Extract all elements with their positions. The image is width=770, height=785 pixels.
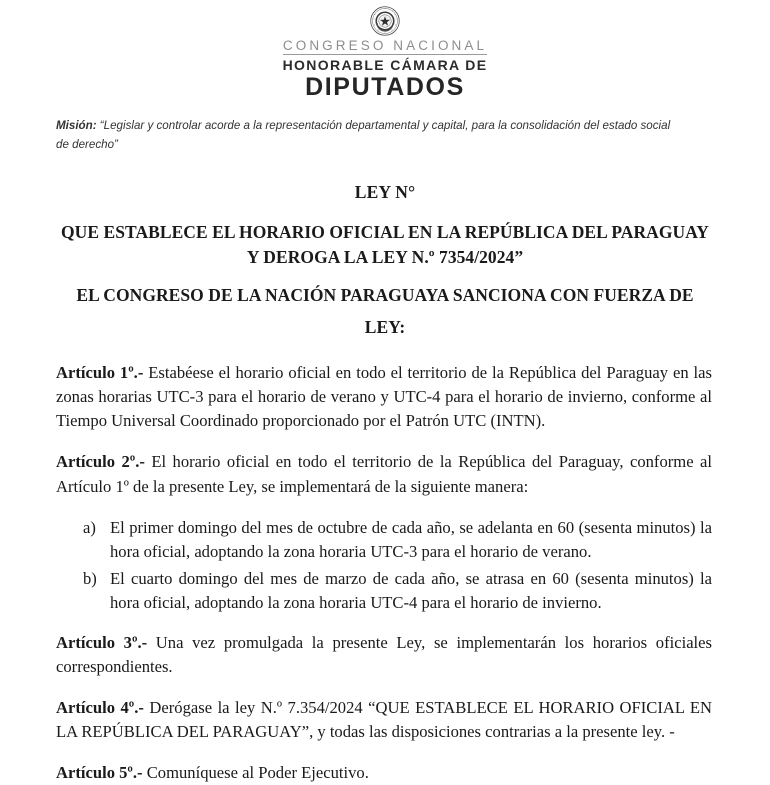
article-4 bbox=[56, 696, 712, 745]
list-item-marker-b: b) bbox=[83, 569, 97, 589]
enacting-clause-line-1: EL CONGRESO DE LA NACIÓN PARAGUAYA SANCIONA CON FUERZA DE bbox=[76, 285, 694, 306]
list-item bbox=[56, 567, 712, 616]
logo-line-honorable-camara: HONORABLE CÁMARA DE bbox=[282, 57, 488, 74]
enacting-clause-line-2: LEY: bbox=[364, 317, 406, 338]
article-5-text: Comuníquese al Poder Ejecutivo. bbox=[142, 763, 369, 783]
mission-label: Misión: bbox=[56, 118, 97, 132]
article-2-text: El horario oficial en todo el territorio de la República del Paraguay, conforme al Artículo 1º de la presente Ley, se implementará de la siguiente manera: bbox=[56, 452, 712, 496]
article-5 bbox=[56, 761, 712, 785]
law-number-heading: LEY N° bbox=[354, 182, 416, 203]
article-5-label: Artículo 5º.- bbox=[56, 763, 143, 783]
list-item-text-a: El primer domingo del mes de octubre de cada año, se adelanta en 60 (sesenta minutos) la hora oficial, adoptando la zona horaria UTC-3 para el horario de verano. bbox=[110, 517, 712, 561]
article-3-text: Una vez promulgada la presente Ley, se implementarán los horarios oficiales correspondientes. bbox=[56, 632, 712, 677]
law-title-line-2: PARAGUAY Y DEROGA LA LEY N.º 7354/2024” bbox=[246, 222, 709, 268]
law-body bbox=[56, 361, 712, 785]
paraguay-coat-of-arms-seal-icon bbox=[370, 6, 400, 36]
article-4-label: Artículo 4º.- bbox=[56, 697, 144, 717]
mission-text: “Legislar y controlar acorde a la representación departamental y capital, para la consolidación del estado social de derecho” bbox=[56, 118, 671, 151]
law-title bbox=[56, 220, 714, 270]
logo-line-congreso-nacional: CONGRESO NACIONAL bbox=[283, 39, 488, 55]
institution-logo bbox=[283, 39, 488, 100]
list-item bbox=[56, 516, 712, 565]
emblem-container bbox=[0, 4, 770, 38]
law-title-line-1: QUE ESTABLECE EL HORARIO OFICIAL EN LA REPÚBLICA DEL bbox=[61, 222, 607, 243]
list-item-text-b: El cuarto domingo del mes de marzo de cada año, se atrasa en 60 (sesenta minutos) la hora oficial, adoptando la zona horaria UTC-4 para el horario de invierno. bbox=[110, 569, 712, 613]
article-3 bbox=[56, 631, 712, 680]
article-2-item-list bbox=[56, 516, 712, 616]
article-2-label: Artículo 2º.- bbox=[56, 452, 145, 472]
law-title-block bbox=[56, 182, 714, 339]
mission-statement bbox=[56, 117, 686, 155]
article-1 bbox=[56, 361, 712, 434]
list-item-marker-a: a) bbox=[83, 517, 96, 537]
article-1-label: Artículo 1º.- bbox=[56, 362, 144, 382]
article-3-label: Artículo 3º.- bbox=[56, 632, 148, 652]
letterhead bbox=[0, 0, 770, 100]
article-4-text: Derógase la ley N.º 7.354/2024 “QUE ESTABLECE EL HORARIO OFICIAL EN LA REPÚBLICA DEL PARAGUAY”, y todas las disposiciones contrarias a la presente ley. - bbox=[56, 697, 712, 742]
logo-line-diputados: DIPUTADOS bbox=[305, 72, 465, 101]
enacting-clause bbox=[56, 283, 714, 340]
article-1-text: Estabéese el horario oficial en todo el territorio de la República del Paraguay en las zonas horarias UTC-3 para el horario de verano y UTC-4 para el horario de invierno, conforme al Tiempo Universal Coordinado proporcionado por el Patrón UTC (INTN). bbox=[56, 362, 712, 431]
article-2 bbox=[56, 450, 712, 499]
